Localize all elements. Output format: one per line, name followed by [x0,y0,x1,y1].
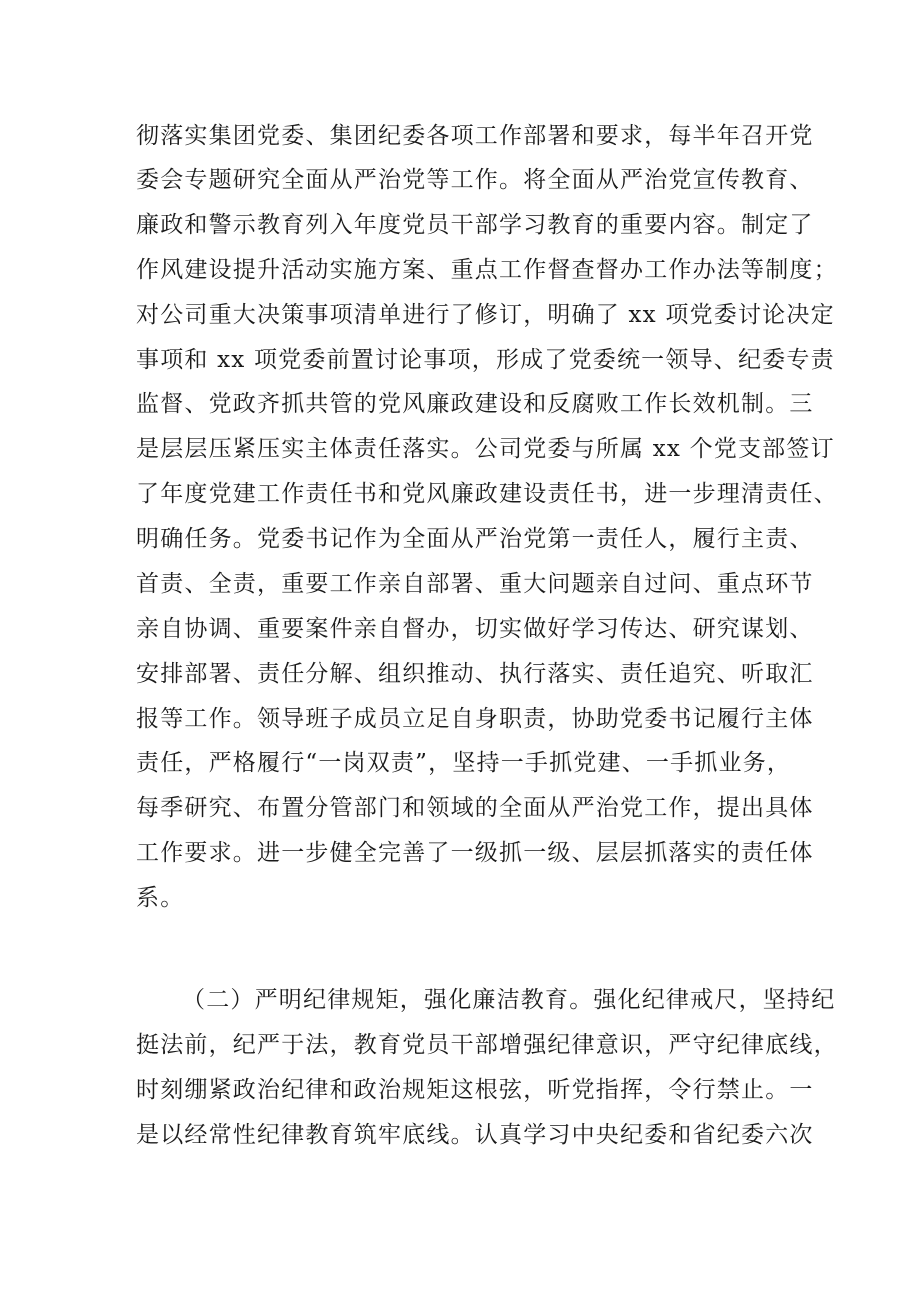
text-line: 彻落实集团党委、集团纪委各项工作部署和要求，每半年召开党 [136,123,814,149]
text-line: 廉政和警示教育列入年度党员干部学习教育的重要内容。制定了 [136,212,814,238]
text-line: 是层层压紧压实主体责任落实。公司党委与所属 xx 个党支部签订 [136,436,835,462]
text-line: 监督、党政齐抓共管的党风廉政建设和反腐败工作长效机制。三 [136,391,814,417]
text-line: 对公司重大决策事项清单进行了修订，明确了 xx 项党委讨论决定 [136,302,835,328]
text-line: 作风建设提升活动实施方案、重点工作督查督办工作办法等制度； [136,257,838,283]
text-line: 报等工作。领导班子成员立足自身职责，协助党委书记履行主体 [136,706,814,732]
text-line: 时刻绷紧政治纪律和政治规矩这根弦，听党指挥，令行禁止。一 [136,1077,814,1103]
text-line: 是以经常性纪律教育筑牢底线。认真学习中央纪委和省纪委六次 [136,1122,814,1148]
text-line: 挺法前，纪严于法，教育党员干部增强纪律意识，严守纪律底线， [136,1032,838,1058]
text-line: 每季研究、布置分管部门和领域的全面从严治党工作，提出具体 [136,795,814,821]
text-line: 首责、全责，重要工作亲自部署、重大问题亲自过问、重点环节 [136,571,814,597]
text-line: 安排部署、责任分解、组织推动、执行落实、责任追究、听取汇 [136,661,814,687]
text-line: 事项和 xx 项党委前置讨论事项，形成了党委统一领导、纪委专责 [136,347,835,373]
text-line: 了年度党建工作责任书和党风廉政建设责任书，进一步理清责任、 [136,481,838,507]
text-line: 委会专题研究全面从严治党等工作。将全面从严治党宣传教育、 [136,167,814,193]
text-line: 亲自协调、重要案件亲自督办，切实做好学习传达、研究谋划、 [136,616,814,642]
text-line: 责任，严格履行“一岗双责”，坚持一手抓党建、一手抓业务， [136,750,792,776]
text-line: 明确任务。党委书记作为全面从严治党第一责任人，履行主责、 [136,526,814,552]
text-line: 系。 [136,885,185,911]
section-heading-line: （二）严明纪律规矩，强化廉洁教育。强化纪律戒尺，坚持纪 [182,987,836,1013]
text-line: 工作要求。进一步健全完善了一级抓一级、层层抓落实的责任体 [136,840,814,866]
